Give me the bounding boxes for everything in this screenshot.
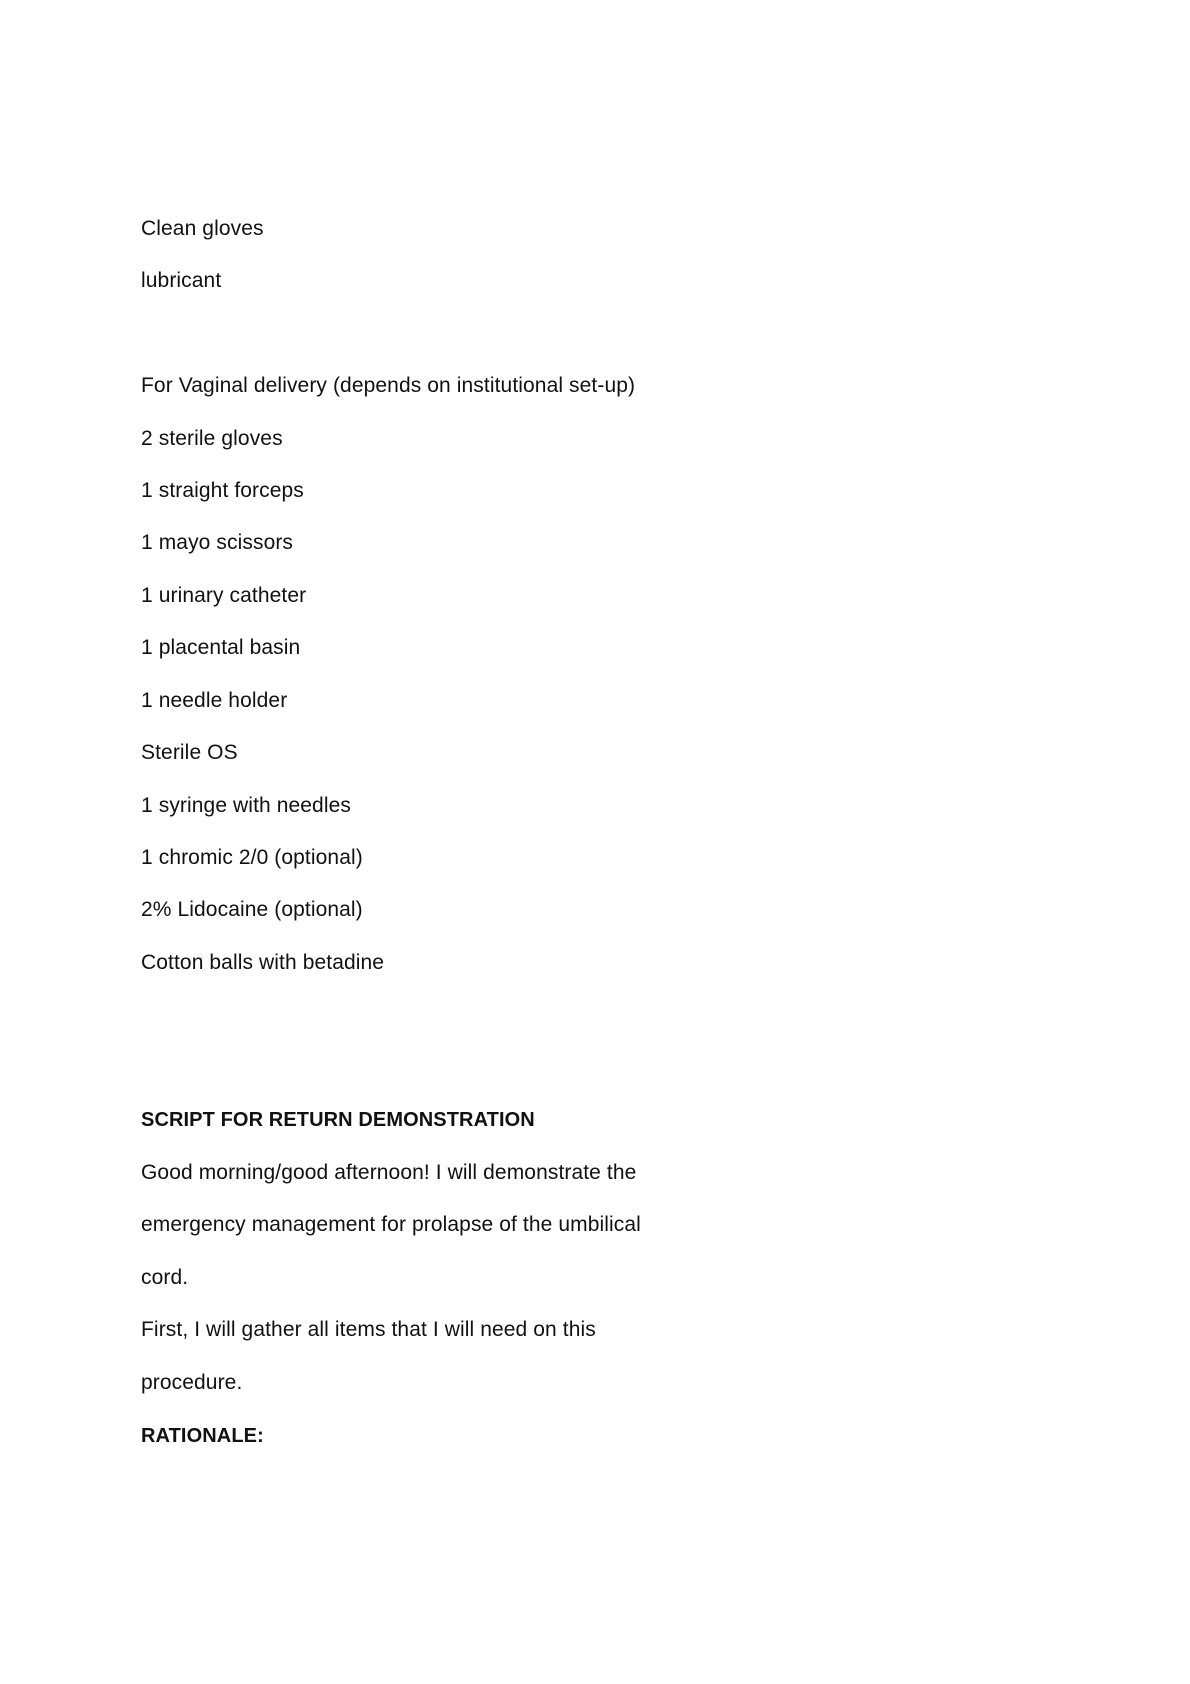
supply-item: Clean gloves — [141, 217, 264, 240]
supply-item: 1 straight forceps — [141, 479, 304, 502]
supply-item: 1 placental basin — [141, 636, 301, 659]
supply-item: 2 sterile gloves — [141, 427, 283, 450]
supply-item: lubricant — [141, 269, 222, 292]
script-heading: SCRIPT FOR RETURN DEMONSTRATION — [141, 1109, 535, 1131]
vaginal-delivery-heading: For Vaginal delivery (depends on institutional set-up) — [141, 374, 636, 397]
supply-item: 1 needle holder — [141, 689, 288, 712]
script-line: Good morning/good afternoon! I will demonstrate the — [141, 1161, 637, 1184]
supply-item: Sterile OS — [141, 741, 238, 764]
script-line: procedure. — [141, 1371, 243, 1394]
supply-item: 2% Lidocaine (optional) — [141, 898, 363, 921]
supply-item: Cotton balls with betadine — [141, 951, 385, 974]
rationale-heading: RATIONALE: — [141, 1425, 264, 1447]
script-line: First, I will gather all items that I will need on this — [141, 1318, 596, 1341]
supply-item: 1 syringe with needles — [141, 794, 351, 817]
supply-item: 1 chromic 2/0 (optional) — [141, 846, 363, 869]
supply-item: 1 urinary catheter — [141, 584, 307, 607]
script-line: emergency management for prolapse of the umbilical — [141, 1213, 641, 1236]
supply-item: 1 mayo scissors — [141, 531, 294, 554]
script-line: cord. — [141, 1266, 189, 1289]
